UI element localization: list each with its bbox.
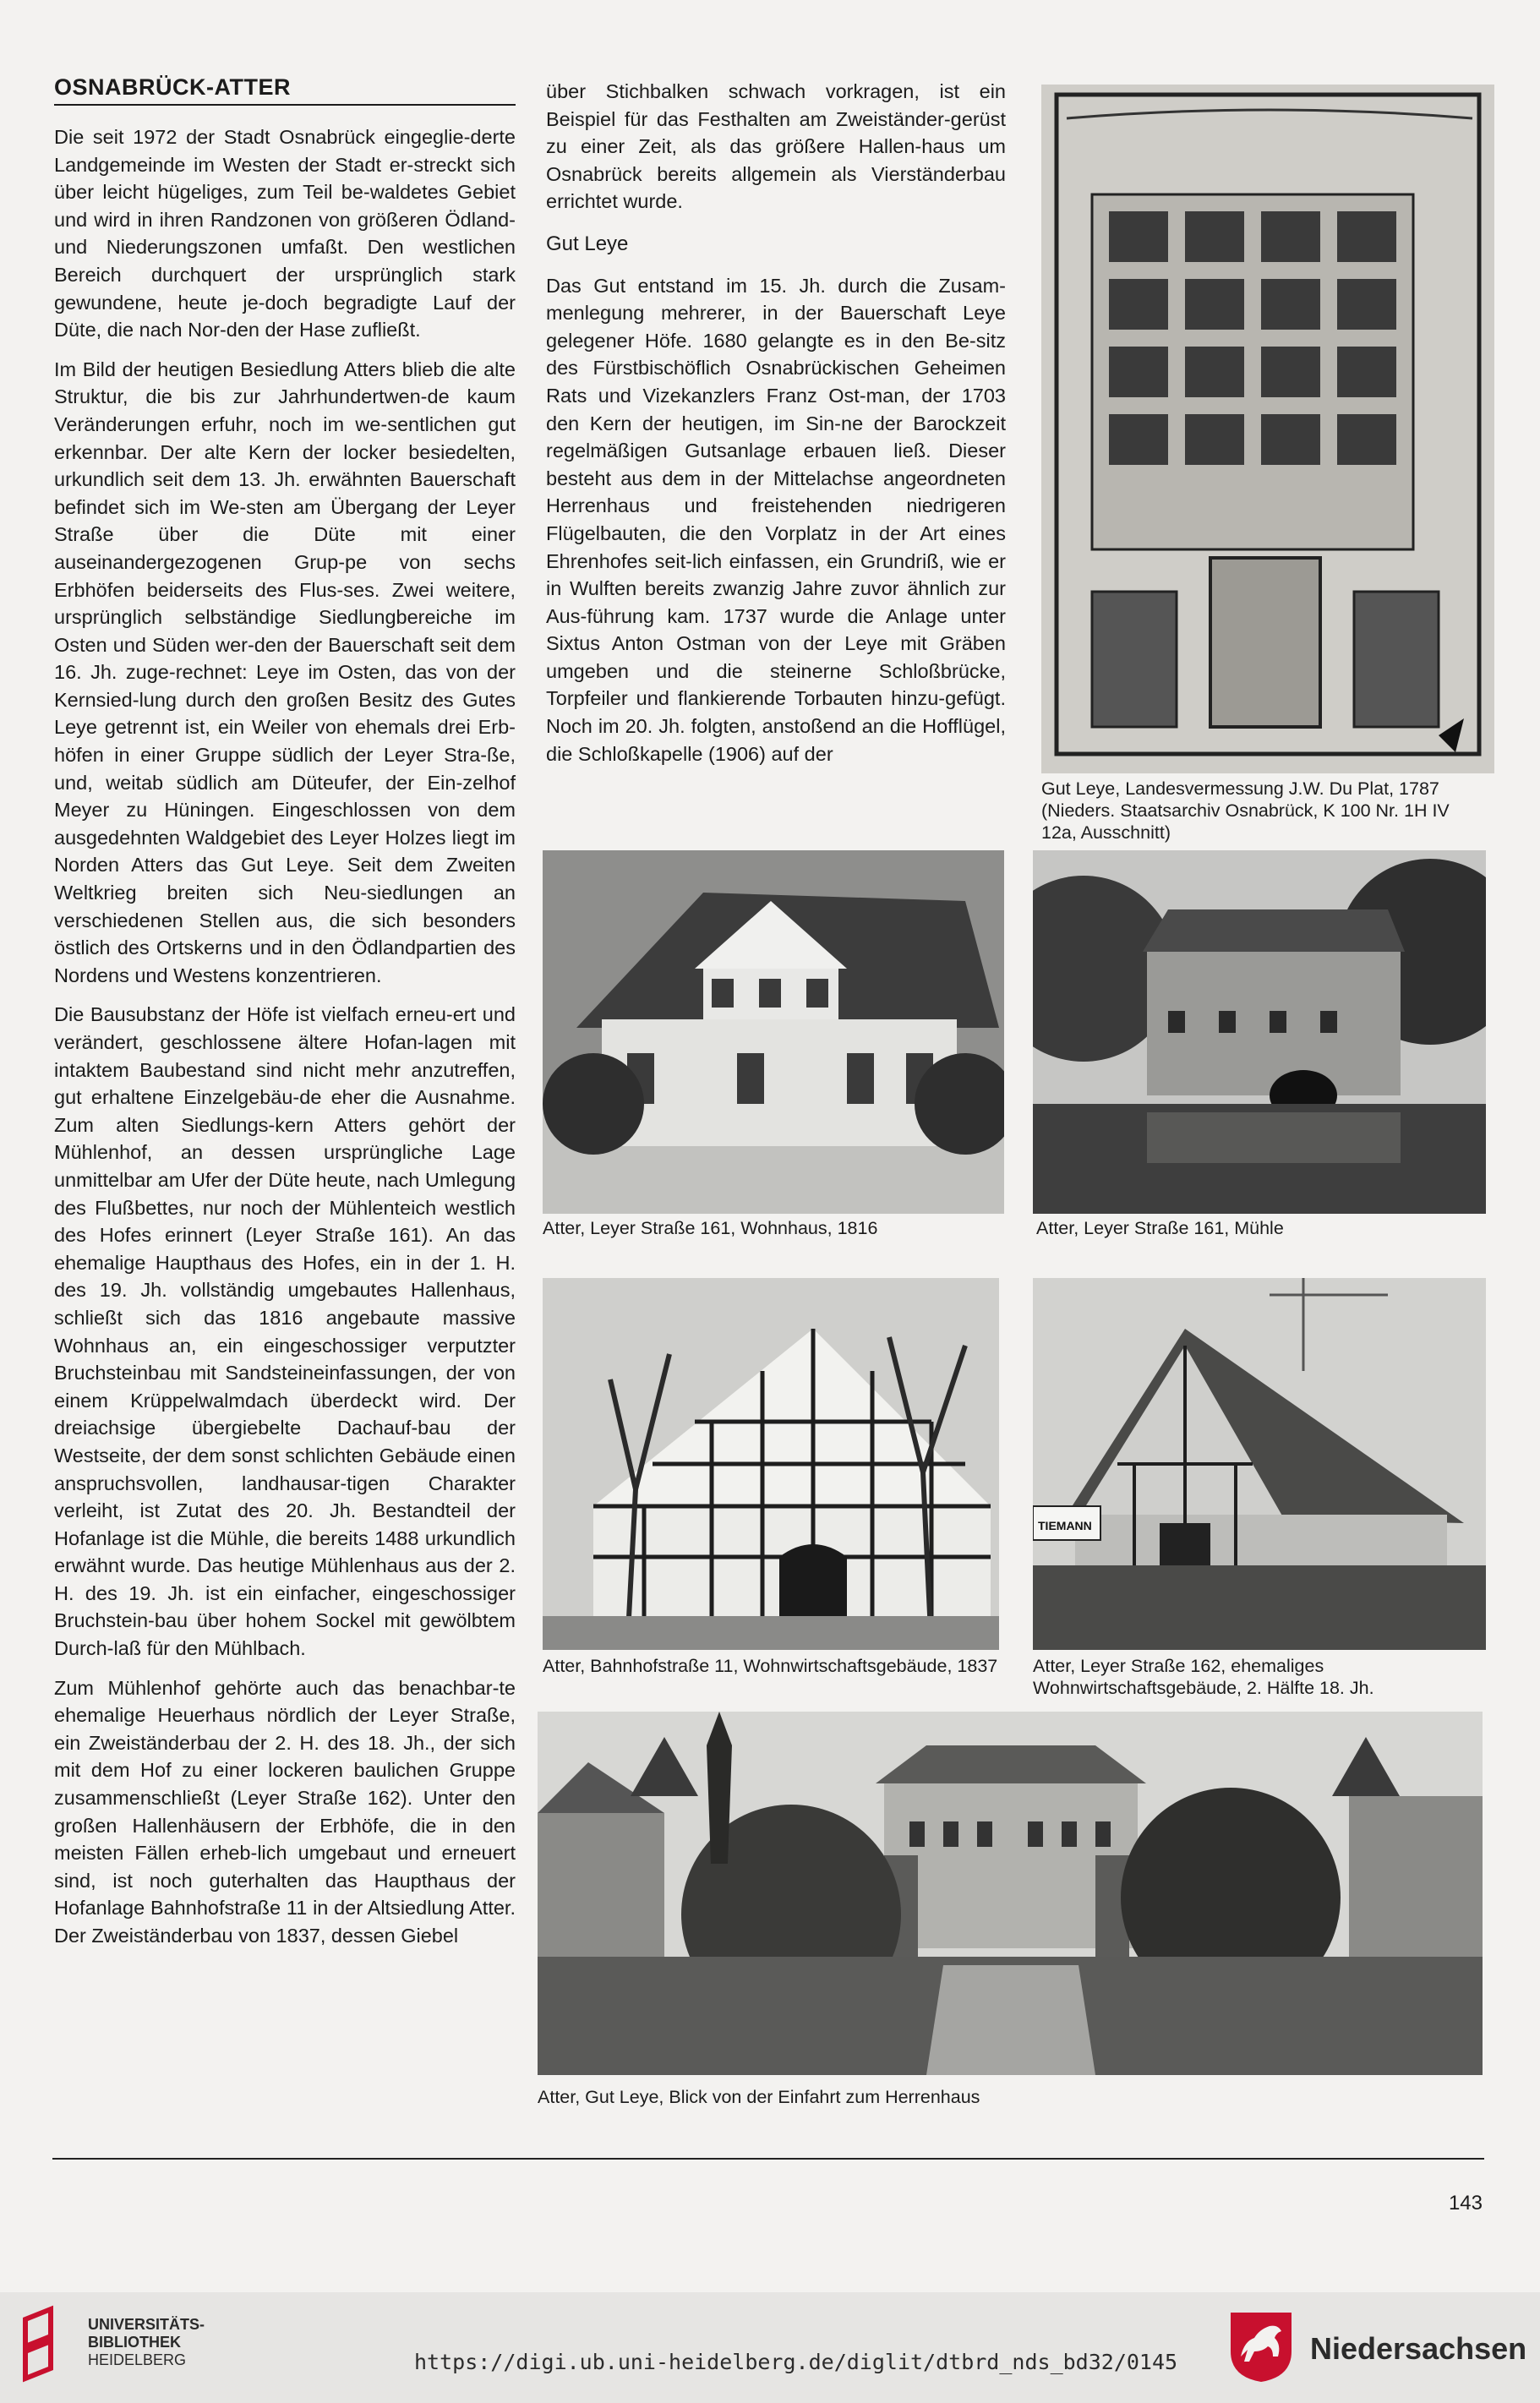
- caption-gut-leye: Atter, Gut Leye, Blick von der Einfahrt zum Herrenhaus: [538, 2087, 980, 2107]
- historic-map-image: [1041, 85, 1494, 773]
- caption-muehle: Atter, Leyer Straße 161, Mühle: [1036, 1218, 1284, 1238]
- viewer-footer: [0, 2292, 1540, 2403]
- tiemann-sign: TIEMANN: [1038, 1519, 1092, 1532]
- text-column-1: [54, 123, 516, 1962]
- page-number: 143: [1448, 2192, 1483, 2215]
- caption-leyer-strasse-162: Atter, Leyer Straße 162, ehemaliges Wohnwirtschaftsgebäude, 2. Hälfte 18. Jh.: [1033, 1656, 1374, 1698]
- paragraph-intro: Die seit 1972 der Stadt Osnabrück eingeglie-derte Landgemeinde im Westen der Stadt er-streckt sich über leicht hügeliges, zum Teil be-waldetes Gebiet und wird in ihren Randzonen von größeren Ödland- und Niederungszonen umfaßt. Den westlichen Bereich durchquert der ursprünglich stark gewundene, heute je-doch begradigte Lauf der Düte, die nach Nor-den der Hase zufließt.: [54, 126, 516, 341]
- caption-map: Gut Leye, Landesvermessung J.W. Du Plat, 1787 (Nieders. Staatsarchiv Osnabrück, K 100 Nr. 1H IV 12a, Ausschnitt): [1041, 778, 1450, 843]
- photo-bahnhofstrasse: [543, 1278, 999, 1650]
- document-url-link[interactable]: https://digi.ub.uni-heidelberg.de/diglit/dtbrd_nds_bd32/0145: [414, 2350, 1178, 2374]
- caption-wohnhaus: Atter, Leyer Straße 161, Wohnhaus, 1816: [543, 1218, 878, 1238]
- paragraph-continuation: über Stichbalken schwach vorkragen, ist ein Beispiel für das Festhalten am Zweiständer-gerüst zu einer Zeit, als das größere Hallen-haus um Osnabrück bereits allgemein als Vierständerbau errichtet wurde.: [546, 80, 1006, 213]
- library-name-line-3: HEIDELBERG: [88, 2351, 187, 2368]
- paragraph-gut-leye: Das Gut entstand im 15. Jh. durch die Zusam-menlegung mehrerer, in der Bauerschaft Leye gelegener Höfe. 1680 gelangte es in den Be-sitz des Fürstbischöflich Osnabrückischen Geheimen Rats und Vizekanzlers Franz Ost-man, der 1703 den Kern der heutigen, im Sin-ne der Barockzeit regelmäßigen Gutsanlage erbauen ließ. Dieser besteht aus dem in der Mittelachse angeordneten Herrenhaus und freistehenden niedrigeren Flügelbauten, die den Vorplatz in der Art eines Ehrenhofes seit-lich einfassen, ein Grundriß, wie er in Wulften bereits zwanzig Jahre zuvor ähnlich zur Aus-führung kam. 1737 wurde die Anlage unter Sixtus Anton Ostman von der Leye mit Gräben umgeben und die steinerne Schloßbrücke, Torpfeiler und flankierende Torbauten hinzu-gefügt. Noch im 20. Jh. folgten, anstoßend an die Hofflügel, die Schloßkapelle (1906) auf der: [546, 274, 1006, 765]
- article-heading: OSNABRÜCK-ATTER: [54, 74, 516, 106]
- photo-wohnhaus: [543, 850, 1004, 1214]
- subheading-gut-leye: Gut Leye: [546, 232, 629, 255]
- photo-gut-leye: [538, 1712, 1483, 2075]
- bottom-rule: [52, 2158, 1484, 2160]
- paragraph-buildings: Die Bausubstanz der Höfe ist vielfach erneu-ert und verändert, geschlossene ältere Hofan-lagen mit intaktem Baubestand sind nicht mehr anzutreffen, gut erhaltene Einzelgebäu-de eher die Ausnahme. Zum alten Siedlungs-kern Atters gehört der Mühlenhof, an dessen ursprüngliche Lage unmittelbar am Ufer der Düte heute, nach Umlegung des Flußbettes, nur noch der Mühlenteich westlich des Hofes erinnert (Leyer Straße 161). An das ehemalige Haupthaus des Hofes, ein in der 1. H. des 19. Jh. vollständig umgebautes Hallenhaus, schließt sich das 1816 angebaute massive Wohnhaus an, ein eingeschossiger verputzter Bruchsteinbau mit Sandsteineinfassungen, der von einem Krüppelwalmdach überdeckt wird. Der dreiachsige übergiebelte Dachauf-bau der Westseite, der dem sonst schlichten Gebäude einen anspruchsvollen, landhausar-tigen Charakter verleiht, ist Zutat des 20. Jh. Bestandteil der Hofanlage ist die Mühle, die bereits 1488 urkundlich erwähnt wurde. Das heutige Mühlenhaus aus der 2. H. des 19. Jh. ist ein einfacher, eingeschossiger Bruchstein-bau über hohem Sockel mit gewölbtem Durch-laß für den Mühlbach.: [54, 1003, 516, 1660]
- paragraph-muehlenhof: Zum Mühlenhof gehörte auch das benachbar-te ehemalige Heuerhaus nördlich der Leyer Straße, ein Zweiständerbau der 2. H. des 18. Jh., der sich mit dem Hof zu einer lockeren baulichen Gruppe zusammenschließt (Leyer Straße 162). Unter den großen Hallenhäusern der Erbhöfe, die in den meisten Fällen erheb-lich umgebaut und erneuert sind, ist noch guterhalten das Haupthaus der Hofanlage Bahnhofstraße 11 in der Altsiedlung Atter. Der Zweiständerbau von 1837, dessen Giebel: [54, 1676, 516, 1947]
- photo-leyer-strasse-162: [1033, 1278, 1486, 1650]
- caption-bahnhofstrasse: Atter, Bahnhofstraße 11, Wohnwirtschaftsgebäude, 1837: [543, 1656, 998, 1676]
- photo-muehle: [1033, 850, 1486, 1214]
- state-name: Niedersachsen: [1310, 2331, 1527, 2366]
- library-name-line-1: UNIVERSITÄTS-: [88, 2316, 205, 2333]
- niedersachsen-horse-logo-icon: [1226, 2307, 1297, 2384]
- paragraph-settlement: Im Bild der heutigen Besiedlung Atters blieb die alte Struktur, die bis zur Jahrhundertwen-de kaum Veränderungen erfuhr, noch im we-sentlichen gut erkennbar. Der alte Kern der locker besiedelten, urkundlich seit dem 13. Jh. erwähnten Bauerschaft befindet sich im We-sten am Übergang der Leyer Straße über die Düte mit einer auseinandergezogenen Grup-pe von sechs Erbhöfen beiderseits des Flus-ses. Zwei weitere, ursprünglich selbständige Siedlungbereiche im Osten und Süden wer-den der Bauerschaft seit dem 16. Jh. zuge-rechnet: Leye im Osten, das von der Kernsied-lung durch den großen Besitz des Gutes Leye getrennt ist, ein Weiler von ehemals drei Erb-höfen in einer Gruppe südlich der Leyer Stra-ße, und, weitab südlich am Düteufer, der Ein-zelhof Meyer zu Hüningen. Eingeschlossen von dem ausgedehnten Waldgebiet des Leyer Holzes liegt im Norden Atters das Gut Leye. Seit dem Zweiten Weltkrieg breiten sich Neu-siedlungen an verschiedenen Stellen aus, die sich besonders östlich des Ortskerns und in den Ödlandpartien des Nordens und Westens konzentrieren.: [54, 358, 516, 986]
- library-name-line-2: BIBLIOTHEK: [88, 2334, 181, 2351]
- university-library-logo-icon[interactable]: [17, 2302, 71, 2387]
- text-column-2: [546, 78, 1006, 779]
- university-library-name: [88, 2316, 205, 2369]
